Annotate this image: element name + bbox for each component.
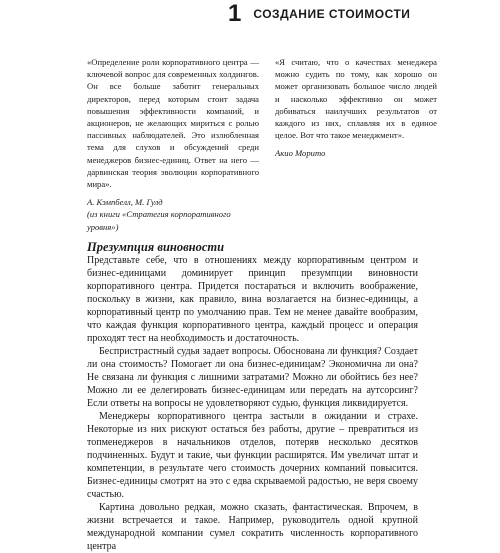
epigraph-left-author: А. Кэмпбелл, М. Гулд — [87, 197, 163, 208]
paragraph: Беспристрастный судья задает вопросы. Обоснована ли функция? Создает ли она стоимость? Помогает ли она бизнес-единицам? Экономична ли она? Не связана ли функция с лишними затратами? Можно ли обойтись без нее? Можно ли ее делегировать бизнес-единицам или передать на аутсорсинг? Если ответы на вопросы не удовлетворяют судью, функция ликвидируется. — [87, 346, 418, 409]
chapter-number: 1 — [228, 0, 242, 27]
epigraph-right-author: Акио Морито — [275, 148, 326, 159]
chapter-title: СОЗДАНИЕ СТОИМОСТИ — [253, 7, 411, 21]
epigraph-right-quote: «Я считаю, что о качествах менеджера можно судить по тому, как хорошо он может организовать большое число людей и насколько эффективно он может добиваться наилучших результатов от каждого из них, сплавляя их в единое целое. Вот что такое менеджмент». — [275, 57, 437, 141]
epigraph-right — [275, 56, 437, 160]
paragraph: Менеджеры корпоративного центра застыли в ожидании и страхе. Некоторые из них рискуют остаться без работы, другие – превратиться из топменеджеров в начальников отделов, потеряв несколько десятков подчиненных. Будут и такие, чьи функции расширятся. Им увеличат штат и компетенции, в результате чего стоимость дочерних компаний повысится. Бизнес-единицы смотрят на это с едва скрываемой радостью, не веря своему счастью. — [87, 411, 418, 500]
paragraph: Картина довольно редкая, можно сказать, фантастическая. Впрочем, в жизни встречается и такое. Например, руководитель одной крупной международной компании сумел сократить численность корпоративного центра — [87, 502, 418, 552]
epigraph-left-quote: «Определение роли корпоративного центра — ключевой вопрос для современных холдингов. Он все больше заботит генеральных директоров, перед которым стоит задача повышения эффективности компаний, и акционеров, не желающих мириться с ролью пассивных наблюдателей. Это излюбленная тема для слухов и обсуждений среди менеджеров бизнес-единиц. Ответ на него — дарвинская теория эволюции корпоративного мира». — [87, 57, 259, 190]
epigraph-left-source: (из книги «Стратегия корпоративного уровня») — [87, 209, 231, 232]
epigraph-left — [87, 56, 259, 233]
paragraph: Представьте себе, что в отношениях между корпоративным центром и бизнес-единицами доминирует принцип презумпции виновности корпоративного центра. Придется постараться и включить воображение, поскольку в жизни, как правило, вина возлагается на бизнес-единицы, а корпоративный центр по умолчанию прав. Тем не менее давайте вообразим, что каждая функция корпоративного центра, каждый процесс и операция проходят тест на необходимость и достаточность. — [87, 255, 418, 344]
section-body — [87, 254, 418, 553]
chapter-header — [228, 0, 410, 28]
section-heading: Презумпция виновности — [87, 240, 225, 254]
